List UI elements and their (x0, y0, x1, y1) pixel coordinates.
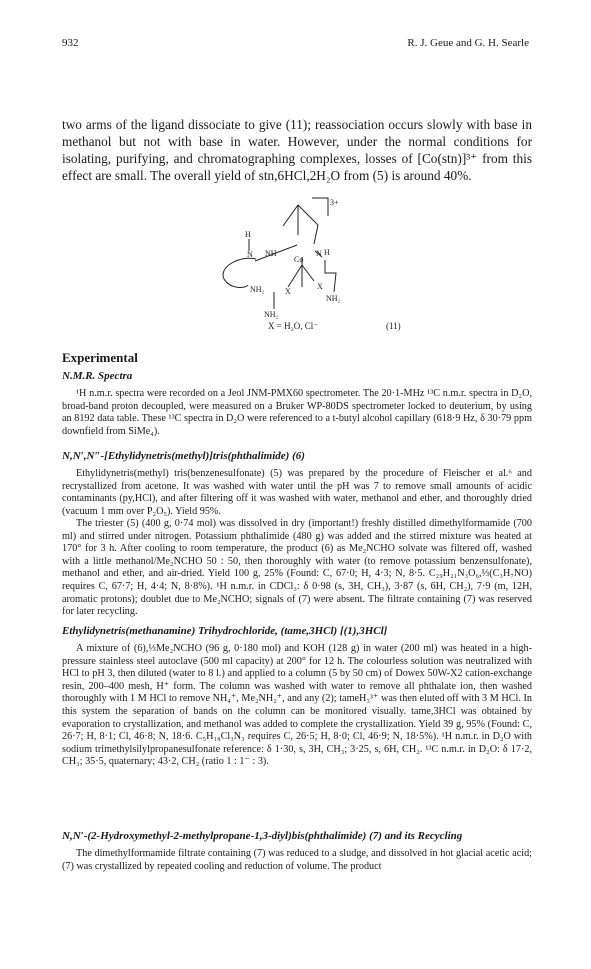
paragraph-compound-7: The dimethylformamide filtrate containing (7) was reduced to a sludge, and dissolved in hot glacial acetic acid; (7) was crystallized by repeated cooling and reduction of volume. The product (62, 848, 532, 872)
running-authors: R. J. Geue and G. H. Searle (407, 37, 529, 49)
subheading-nmr-spectra: N.M.R. Spectra (62, 370, 133, 382)
subheading-compound-6: N,N′,N″-[Ethylidynetris(methyl)]tris(phthalimide) (6) (62, 450, 305, 462)
structure-label-n-right: N (316, 249, 322, 258)
subheading-tame: Ethylidynetris(methanamine) Trihydrochloride, (tame,3HCl) [(1),3HCl] (62, 625, 388, 637)
page-header (62, 37, 529, 49)
subheading-compound-7: N,N′-(2-Hydroxymethyl-2-methylpropane-1,3-diyl)bis(phthalimide) (7) and its Recycling (62, 830, 463, 842)
structure-label-n-left: N (247, 250, 253, 259)
structure-label-nh2-bottom: NH₂ (264, 310, 279, 319)
structure-label-h-right: H (324, 248, 330, 257)
structure-label-nh: NH (265, 249, 277, 258)
structure-charge: 3+ (330, 198, 339, 207)
paragraph-nmr-spectra: ¹H n.m.r. spectra were recorded on a Jeol JNM-PMX60 spectrometer. The 20·1-MHz ¹³C n.m.r. spectra in D₂O, broad-band proton decoupled, were measured on a Bruker WP-80DS spectrometer locked to deuterium, by using an 8192 data table. These ¹³C spectra in D₂O were referenced to a t-butyl alcohol capillary (618·9 Hz, δ 30·79 ppm downfield from SiMe₄). (62, 388, 532, 437)
structure-label-x-left: X (285, 287, 291, 296)
page-number: 932 (62, 37, 79, 49)
x-definition: X = H₂O, Cl⁻ (268, 321, 318, 331)
structure-label-x-right: X (317, 282, 323, 291)
structure-11-diagram (190, 195, 420, 340)
section-title-experimental: Experimental (62, 350, 138, 365)
paragraph-tame: A mixture of (6),⅓Me₂NCHO (96 g, 0·180 mol) and KOH (128 g) in water (200 ml) was heated in a high-pressure stainless steel autoclave (500 ml capacity) at 200° for 12 h. The colourless solution was neutralized with HCl to pH 3, then diluted (water to 8 l.) and applied to a column (5 by 50 cm) of Dowex 50W-X2 cation-exchange resin, 200–400 mesh, H⁺ form. The column was washed with water to remove all phthalate ion, then washed thoroughly with 1 M HCl to remove NH₄⁺, Me₂NH₂⁺, and any (2); tameH₃³⁺ was then eluted off with 3 M HCl. In this system the separation of bands on the column can be monitored visually. tame,3HCl was obtained by evaporation to crystallization, and methanol was added to complete the crystallization. Yield 39 g, 95% (Found: C, 26·7; H, 8·1; Cl, 46·8; N, 18·6. C₅H₁₈Cl₃N₃ requires C, 26·5; H, 8·0; Cl, 46·9; N, 18·5%). ¹H n.m.r. in D₂O with sodium trimethylsilylpropanesulfonate reference: δ 1·30, s, 3H, CH₃; 3·25, s, 6H, CH₂. ¹³C n.m.r. in D₂O: δ 17·2, CH₃; 35·5, quaternary; 43·2, CH₂ (ratio 1 : 1⁻ : 3). (62, 643, 532, 768)
structure-label-co: Co (294, 255, 304, 264)
intro-paragraph: two arms of the ligand dissociate to give (11); reassociation occurs slowly with base in methanol but not with base in water. However, under the normal conditions for isolating, purifying, and chromatographing complexes, losses of [Co(stn)]³⁺ from this effect are small. The overall yield of stn,6HCl,2H₂O from (5) is around 40%. (62, 117, 532, 183)
paragraph-compound-6-reaction: The triester (5) (400 g, 0·74 mol) was dissolved in dry (important!) freshly distilled dimethylformamide (700 ml) and stirred under nitrogen. Potassium phthalimide (480 g) was added and the stirred mixture was heated at 170° for 3 h. After cooling to room temperature, the product (6) as Me₂NCHO solvate was filtered off, washed with a little methanol/Me₂NCHO 50 : 50, then thoroughly with water (to remove potassium benzensulfonate), methanol and ether, and air-dried. Yield 100 g, 25% (Found: C, 67·0; H, 4·3; N, 8·5. C₂₉H₂₁N₃O₆,⅓(C₃H₇NO) requires C, 67·7; H, 4·4; N, 8·8%). ¹H n.m.r. in CDCl₃: δ 0·98 (s, 3H, CH₃), 3·87 (s, 6H, CH₂), 7·9 (m, 12H, aromatic protons); doublet due to Me₂NCHO; signals of (7) were absent. The filtrate containing (7) was reserved for later recycling. (62, 518, 532, 618)
structure-label-h-left: H (245, 230, 251, 239)
paragraph-compound-6-prep: Ethylidynetris(methyl) tris(benzenesulfonate) (5) was prepared by the procedure of Fleischer et al.⁶ and recrystallized from acetone. It was washed with water until the pH was 7 to remove small amounts of acidic contaminants (py,HCl), and after filtering off it was washed with water, methanol and ether, and thoroughly dried (vacuum 1 mm over P₂O₅). Yield 95%. (62, 468, 532, 517)
structure-label-nh2-right: NH₂ (326, 294, 341, 303)
structure-label-nh2-left: NH₂ (250, 285, 265, 294)
compound-number-11: (11) (386, 321, 401, 331)
